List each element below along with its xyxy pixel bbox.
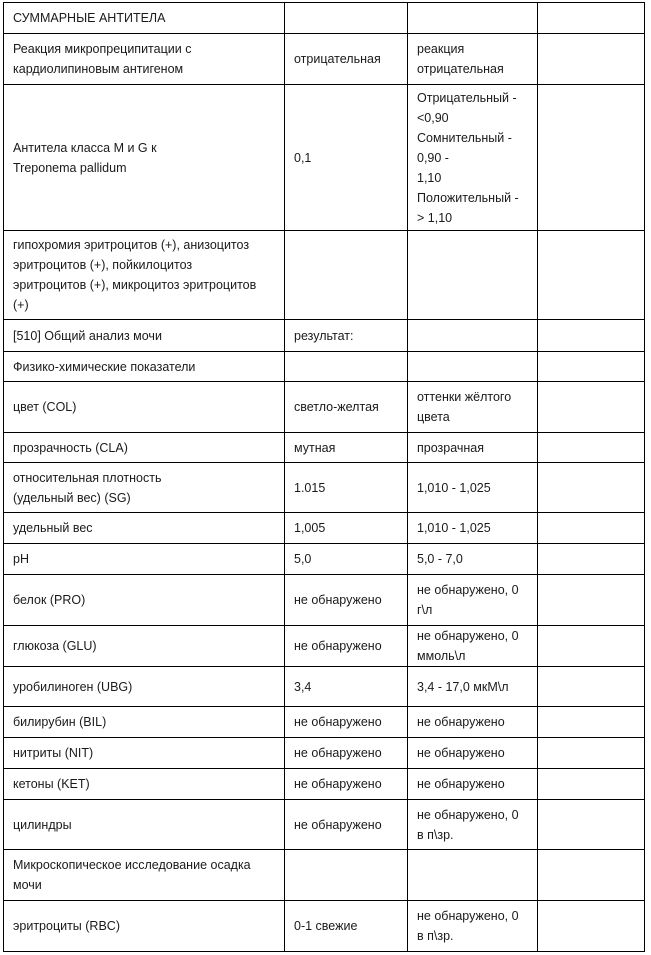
cell-text-line: отрицательная [294,52,381,66]
cell-text-line: в п\зр. [417,827,454,842]
cell-text-line: эритроциты (RBC) [13,919,120,933]
reference-range-cell [408,320,538,352]
reference-range-cell [408,575,538,626]
cell-text-line: мутная [294,440,336,455]
cell-text-line: не обнаружено [294,639,382,653]
notes-cell [538,3,645,34]
cell-text-line: 5,0 [294,552,312,566]
lab-results-body [4,3,645,952]
table-row [4,738,645,769]
result-cell [285,626,408,667]
result-cell [285,34,408,85]
reference-range-cell [408,382,538,433]
reference-range-cell [408,3,538,34]
cell-text-line: не обнаружено [417,777,505,791]
cell-text-line: билирубин (BIL) [13,715,107,729]
cell-text-line: нитриты (NIT) [13,746,94,760]
test-name-cell [4,901,285,952]
cell-text-line: не обнаружено [417,715,505,729]
notes-cell [538,85,645,231]
table-row [4,626,645,667]
cell-text-line: не обнаружено [294,777,382,791]
result-cell [285,433,408,463]
cell-text-line: г\л [417,603,433,617]
cell-text-line: <0,90 [417,110,449,125]
notes-cell [538,667,645,707]
result-cell [285,463,408,513]
cell-text-line: не обнаружено, 0 [417,583,519,597]
cell-text-line: кардиолипиновым антигеном [13,62,184,76]
cell-text-line: удельный вес [13,521,93,535]
reference-range-cell [408,800,538,850]
notes-cell [538,231,645,320]
test-name-cell [4,513,285,544]
test-name-cell [4,626,285,667]
cell-text-line: относительная плотность [13,470,162,485]
cell-text-line: [510] Общий анализ мочи [13,328,162,343]
cell-text-line: СУММАРНЫЕ АНТИТЕЛА [13,11,166,25]
result-cell [285,85,408,231]
cell-text-line: 1.015 [294,480,326,495]
result-cell [285,769,408,800]
notes-cell [538,769,645,800]
cell-text-line: pH [13,552,29,566]
table-row [4,544,645,575]
cell-text-line: Микроскопическое исследование осадка [13,858,251,872]
cell-text-line: (удельный вес) (SG) [13,490,131,505]
cell-text-line: белок (PRO) [13,593,86,607]
result-cell [285,575,408,626]
reference-range-cell [408,231,538,320]
cell-text-line: не обнаружено [294,715,382,729]
result-cell [285,352,408,382]
test-name-cell [4,231,285,320]
cell-text-line: глюкоза (GLU) [13,639,97,653]
notes-cell [538,901,645,952]
cell-text-line: не обнаружено, 0 [417,629,519,643]
reference-range-cell [408,738,538,769]
table-row [4,850,645,901]
cell-text-line: 3,4 [294,679,312,694]
table-row [4,667,645,707]
cell-text-line: Физико-химические показатели [13,359,196,374]
table-row [4,231,645,320]
test-name-cell [4,34,285,85]
test-name-cell [4,3,285,34]
cell-text-line: гипохромия эритроцитов (+), анизоцитоз [13,238,250,252]
test-name-cell [4,544,285,575]
cell-text-line: 3,4 - 17,0 мкМ\л [417,679,509,694]
table-row [4,85,645,231]
notes-cell [538,738,645,769]
cell-text-line: эритроцитов (+), пойкилоцитоз [13,258,193,272]
table-row [4,352,645,382]
reference-range-cell [408,544,538,575]
notes-cell [538,320,645,352]
cell-text-line: Реакция микропреципитации с [13,42,192,56]
table-row [4,575,645,626]
cell-text-line: Отрицательный - [417,90,517,105]
cell-text-line: мочи [13,878,42,892]
notes-cell [538,352,645,382]
cell-text-line: 0,90 - [417,150,449,165]
cell-text-line: 1,005 [294,521,326,535]
cell-text-line: 1,010 - 1,025 [417,480,491,495]
test-name-cell [4,667,285,707]
cell-text-line: в п\зр. [417,929,454,943]
cell-text-line: цвет (COL) [13,400,77,414]
table-row [4,901,645,952]
lab-results-table [3,2,645,952]
test-name-cell [4,800,285,850]
reference-range-cell [408,667,538,707]
table-row [4,3,645,34]
cell-text-line: не обнаружено [294,746,382,760]
result-cell [285,800,408,850]
cell-text-line: не обнаружено [417,746,505,760]
result-cell [285,320,408,352]
reference-range-cell [408,707,538,738]
notes-cell [538,544,645,575]
reference-range-cell [408,850,538,901]
reference-range-cell [408,901,538,952]
result-cell [285,382,408,433]
reference-range-cell [408,34,538,85]
table-row [4,463,645,513]
reference-range-cell [408,433,538,463]
test-name-cell [4,575,285,626]
test-name-cell [4,352,285,382]
cell-text-line: 1,10 [417,170,442,185]
cell-text-line: Положительный - [417,190,519,205]
cell-text-line: Сомнительный - [417,130,512,145]
notes-cell [538,707,645,738]
cell-text-line: 0,1 [294,150,312,165]
table-row [4,707,645,738]
reference-range-cell [408,85,538,231]
result-cell [285,667,408,707]
cell-text-line: светло-желтая [294,400,379,414]
test-name-cell [4,850,285,901]
test-name-cell [4,707,285,738]
cell-text-line: ммоль\л [417,649,466,663]
notes-cell [538,463,645,513]
result-cell [285,231,408,320]
cell-text-line: кетоны (KET) [13,777,90,791]
table-row [4,382,645,433]
cell-text-line: не обнаружено [294,593,382,607]
result-cell [285,513,408,544]
cell-text-line: результат: [294,328,354,343]
notes-cell [538,513,645,544]
table-row [4,320,645,352]
cell-text-line: эритроцитов (+), микроцитоз эритроцитов [13,278,257,292]
cell-text-line: прозрачность (CLA) [13,440,128,455]
table-row [4,433,645,463]
result-cell [285,544,408,575]
result-cell [285,707,408,738]
cell-text-line: не обнаружено, 0 [417,807,519,822]
notes-cell [538,850,645,901]
reference-range-cell [408,463,538,513]
cell-text-line: реакция [417,42,465,56]
result-cell [285,3,408,34]
cell-text-line: Treponema pallidum [13,160,127,175]
cell-text-line: прозрачная [417,440,485,455]
notes-cell [538,575,645,626]
test-name-cell [4,320,285,352]
table-row [4,34,645,85]
notes-cell [538,800,645,850]
test-name-cell [4,382,285,433]
notes-cell [538,382,645,433]
test-name-cell [4,738,285,769]
cell-text-line: не обнаружено, 0 [417,909,519,923]
cell-text-line: (+) [13,298,29,312]
table-row [4,513,645,544]
cell-text-line: > 1,10 [417,210,453,225]
cell-text-line: 5,0 - 7,0 [417,552,463,566]
result-cell [285,738,408,769]
notes-cell [538,626,645,667]
cell-text-line: оттенки жёлтого [417,390,512,404]
test-name-cell [4,463,285,513]
cell-text-line: отрицательная [417,62,504,76]
table-row [4,800,645,850]
reference-range-cell [408,352,538,382]
cell-text-line: 0-1 свежие [294,919,358,933]
result-cell [285,901,408,952]
cell-text-line: цилиндры [13,817,72,832]
cell-text-line: уробилиноген (UBG) [13,679,133,694]
test-name-cell [4,433,285,463]
table-row [4,769,645,800]
result-cell [285,850,408,901]
reference-range-cell [408,513,538,544]
test-name-cell [4,769,285,800]
reference-range-cell [408,626,538,667]
notes-cell [538,34,645,85]
cell-text-line: Антитела класса M и G к [13,140,157,155]
test-name-cell [4,85,285,231]
cell-text-line: не обнаружено [294,817,382,832]
cell-text-line: цвета [417,410,450,424]
notes-cell [538,433,645,463]
cell-text-line: 1,010 - 1,025 [417,521,491,535]
reference-range-cell [408,769,538,800]
